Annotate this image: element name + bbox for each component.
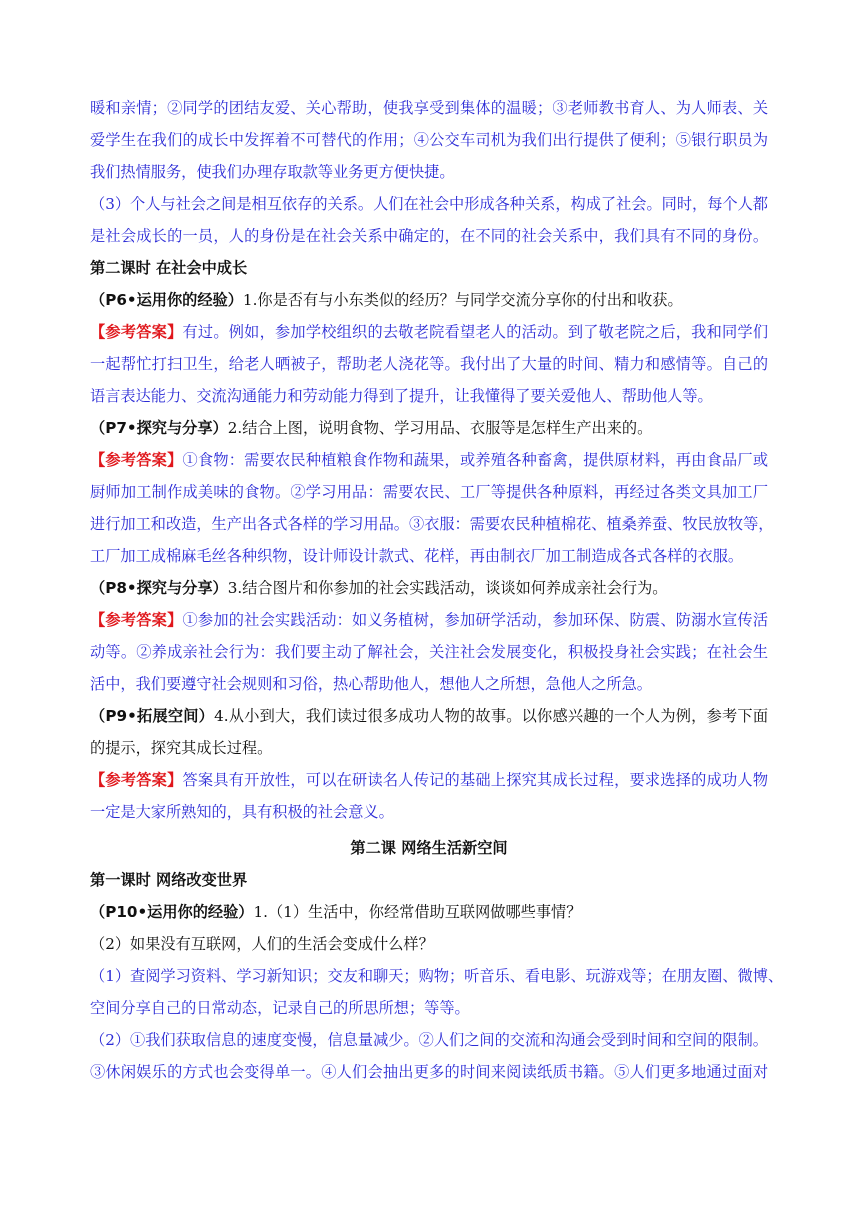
answer-text: ①参加的社会实践活动：如义务植树，参加研学活动，参加环保、防震、防溺水宣传活 xyxy=(182,611,769,629)
paragraph-line: 暖和亲情；②同学的团结友爱、关心帮助，使我享受到集体的温暖；③老师教书育人、为人师表、关 xyxy=(90,99,768,117)
answer-line xyxy=(90,770,768,790)
answer-text: ①食物：需要农民种植粮食作物和蔬果，或养殖各种畜禽，提供原材料，再由食品厂或 xyxy=(182,451,769,469)
answer-line: 厨师加工制作成美味的食物。②学习用品：需要农民、工厂等提供各种原料，再经过各类文具加工厂 xyxy=(90,483,768,501)
answer-line: ③休闲娱乐的方式也会变得单一。④人们会抽出更多的时间来阅读纸质书籍。⑤人们更多地通过面对 xyxy=(90,1063,768,1081)
answer-line xyxy=(90,450,768,470)
answer-line: 空间分享自己的日常动态，记录自己的所思所想；等等。 xyxy=(90,999,470,1017)
question-line: 的提示，探究其成长过程。 xyxy=(90,739,273,757)
answer-line: 一起帮忙打扫卫生，给老人晒被子，帮助老人浇花等。我付出了大量的时间、精力和感情等。自己的 xyxy=(90,355,768,373)
question-tag: （P6•运用你的经验） xyxy=(90,291,243,309)
answer-line: 进行加工和改造，生产出各式各样的学习用品。③衣服：需要农民种植棉花、植桑养蚕、牧民放牧等， xyxy=(90,515,774,533)
section-heading: 第一课时 网络改变世界 xyxy=(90,871,248,889)
answer-line: （1）查阅学习资料、学习新知识；交友和聊天；购物；听音乐、看电影、玩游戏等；在朋友圈、微博、 xyxy=(90,967,784,985)
answer-line: 动等。②养成亲社会行为：我们要主动了解社会，关注社会发展变化，积极投身社会实践；在社会生 xyxy=(90,643,768,661)
question-tag: （P7•探究与分享） xyxy=(90,419,228,437)
answer-label: 【参考答案】 xyxy=(90,771,183,789)
paragraph-line: 是社会成长的一员，人的身份是在社会关系中确定的，在不同的社会关系中，我们具有不同的身份。 xyxy=(90,227,768,245)
question-text: 1.（1）生活中，你经常借助互联网做哪些事情？ xyxy=(253,903,582,921)
answer-text: 有过。例如，参加学校组织的去敬老院看望老人的活动。到了敬老院之后，我和同学们 xyxy=(182,323,769,341)
answer-label: 【参考答案】 xyxy=(90,611,183,629)
paragraph-line: 我们热情服务，使我们办理存取款等业务更方便快捷。 xyxy=(90,163,455,181)
question-text: 4.从小到大，我们读过很多成功人物的故事。以你感兴趣的一个人为例，参考下面 xyxy=(214,707,769,725)
paragraph-line: 爱学生在我们的成长中发挥着不可替代的作用；④公交车司机为我们出行提供了便利；⑤银行职员为 xyxy=(90,131,768,149)
answer-line: 语言表达能力、交流沟通能力和劳动能力得到了提升，让我懂得了要关爱他人、帮助他人等。 xyxy=(90,387,713,405)
paragraph-line: （3）个人与社会之间是相互依存的关系。人们在社会中形成各种关系，构成了社会。同时，每个人都 xyxy=(90,195,768,213)
question-line xyxy=(90,290,683,310)
answer-label: 【参考答案】 xyxy=(90,451,183,469)
answer-line xyxy=(90,610,768,630)
question-line xyxy=(90,418,652,438)
question-text: 3.结合图片和你参加的社会实践活动，谈谈如何养成亲社会行为。 xyxy=(227,579,668,597)
answer-label: 【参考答案】 xyxy=(90,323,183,341)
answer-line: 一定是大家所熟知的，具有积极的社会意义。 xyxy=(90,803,394,821)
question-tag: （P8•探究与分享） xyxy=(90,579,228,597)
answer-line: 工厂加工成棉麻毛丝各种织物，设计师设计款式、花样，再由制衣厂加工制造成各式各样的衣服。 xyxy=(90,547,744,565)
answer-line xyxy=(90,322,768,342)
question-line: （2）如果没有互联网，人们的生活会变成什么样？ xyxy=(90,935,434,953)
answer-text: 答案具有开放性，可以在研读名人传记的基础上探究其成长过程，要求选择的成功人物 xyxy=(182,771,769,789)
answer-line: （2）①我们获取信息的速度变慢，信息量减少。②人们之间的交流和沟通会受到时间和空间的限制。 xyxy=(90,1031,768,1049)
question-text: 1.你是否有与小东类似的经历？与同学交流分享你的付出和收获。 xyxy=(242,291,683,309)
section-heading: 第二课时 在社会中成长 xyxy=(90,259,248,277)
question-tag: （P9•拓展空间） xyxy=(90,707,215,725)
question-text: 2.结合上图，说明食物、学习用品、衣服等是怎样生产出来的。 xyxy=(227,419,653,437)
answer-line: 活中，我们要遵守社会规则和习俗，热心帮助他人，想他人之所想，急他人之所急。 xyxy=(90,675,652,693)
question-line xyxy=(90,706,768,726)
question-line xyxy=(90,902,581,922)
question-tag: （P10•运用你的经验） xyxy=(90,903,254,921)
chapter-heading: 第二课 网络生活新空间 xyxy=(350,839,508,857)
question-line xyxy=(90,578,667,598)
